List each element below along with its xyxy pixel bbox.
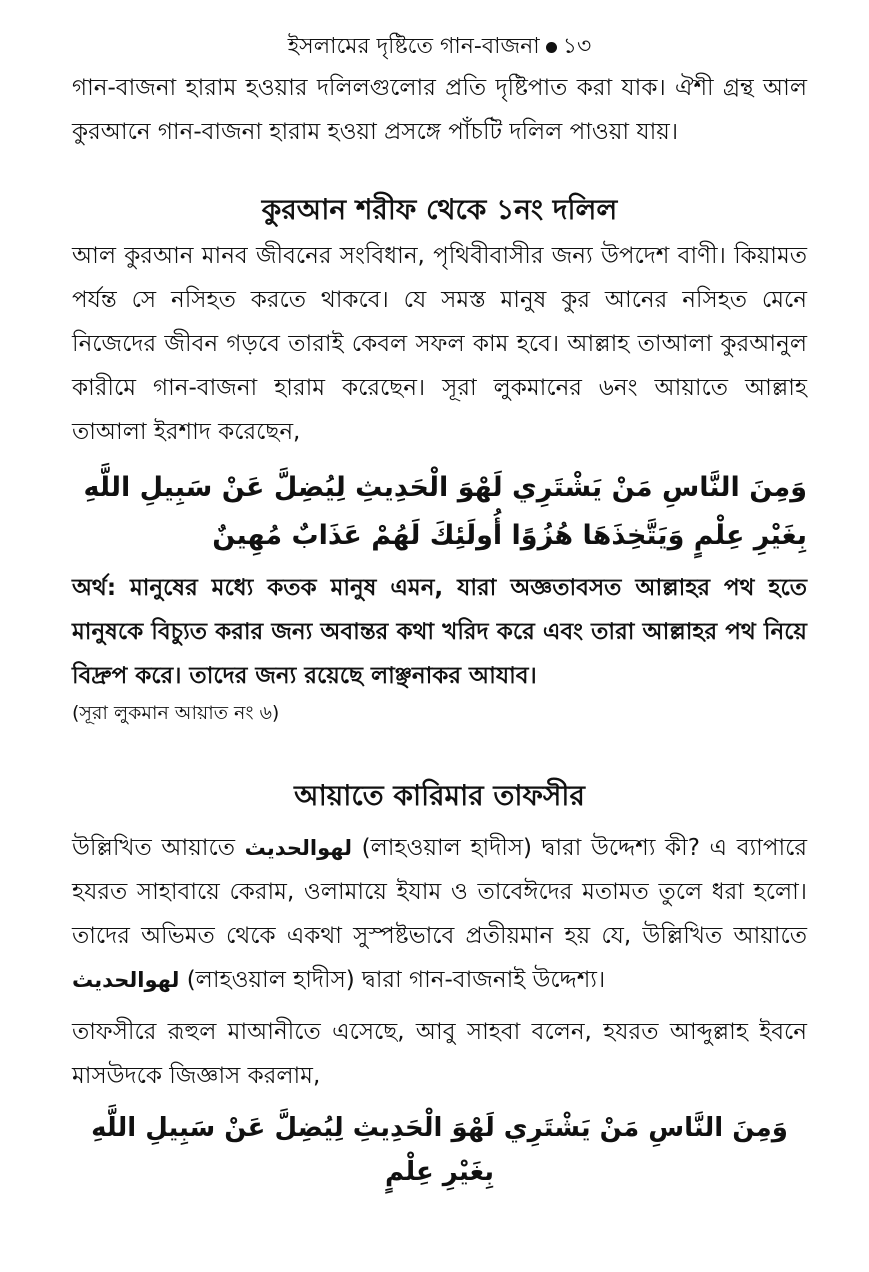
tafsir-paragraph-2: তাফসীরে রূহুল মাআনীতে এসেছে, আবু সাহবা বলেন, হযরত আব্দুল্লাহ ইবনে মাসউদকে জিজ্ঞাস করলাম, [72,1019,807,1089]
tafsir-paragraph-1 [72,826,807,1002]
tafsir-text-c: (লাহওয়াল হাদীস) দ্বারা গান-বাজনাই উদ্দেশ্য। [186,967,606,993]
intro-paragraph: গান-বাজনা হারাম হওয়ার দলিলগুলোর প্রতি দৃষ্টিপাত করা যাক। ঐশী গ্রন্থ আল কুরআনে গান-বাজনা হারাম হওয়া প্রসঙ্গে পাঁচটি দলিল পাওয়া যায়। [72,75,807,145]
book-page [72,30,807,1194]
book-title: ইসলামের দৃষ্টিতে গান-বাজনা [287,34,540,59]
arabic-term-lahwal-hadis-2: لهوالحديث [72,968,180,992]
tafsir-text-a: উল্লিখিত আয়াতে [72,835,235,861]
running-header [72,30,807,64]
section-1-heading: কুরআন শরীফ থেকে ১নং দলিল [261,193,618,226]
tafsir-text-b: (লাহওয়াল হাদীস) দ্বারা উদ্দেশ্য কী? এ ব্যাপারে হযরত সাহাবায়ে কেরাম, ওলামায়ে ইযাম ও তাবেঈদের মতামত তুলে ধরা হলো। তাদের অভিমত থেকে একথা সুস্পষ্টভাবে প্রতীয়মান হয় যে, উল্লিখিত আয়াতে [72,835,808,949]
bullet-dot-icon [546,42,557,53]
verse-translation: অর্থ: মানুষের মধ্যে কতক মানুষ এমন, যারা অজ্ঞতাবসত আল্লাহর পথ হতে মানুষকে বিচ্যুত করার জন্য অবান্তর কথা খরিদ করে এবং তারা আল্লাহর পথ নিয়ে বিদ্রুপ করে। তাদের জন্য রয়েছে লাঞ্ছনাকর আযাব। [72,575,807,689]
page-number: ১৩ [562,34,592,59]
arabic-term-lahwal-hadis: لهوالحديث [244,836,353,860]
section-1-body: আল কুরআন মানব জীবনের সংবিধান, পৃথিবীবাসীর জন্য উপদেশ বাণী। কিয়ামত পর্যন্ত সে নসিহত করতে থাকবে। যে সমস্ত মানুষ কুর আনের নসিহত মেনে নিজেদের জীবন গড়বে তারাই কেবল সফল কাম হবে। আল্লাহ তাআলা কুরআনুল কারীমে গান-বাজনা হারাম করেছেন। সূরা লুকমানের ৬নং আয়াতে আল্লাহ তাআলা ইরশাদ করেছেন, [72,243,807,445]
verse-reference: (সূরা লুকমান আয়াত নং ৬) [72,702,280,724]
arabic-verse: وَمِنَ النَّاسِ مَنْ يَشْتَرِي لَهْوَ الْحَدِيثِ لِيُضِلَّ عَنْ سَبِيلِ اللَّهِ بِغَيْرِ عِلْمٍ وَيَتَّخِذَهَا هُزُوًا أُولَئِكَ لَهُمْ عَذَابٌ مُهِينٌ [83,472,807,551]
section-2-heading: আয়াতে কারিমার তাফসীর [294,779,585,812]
arabic-verse-partial: وَمِنَ النَّاسِ مَنْ يَشْتَرِي لَهْوَ الْحَدِيثِ لِيُضِلَّ عَنْ سَبِيلِ اللَّهِ بِغَيْرِ عِلْمٍ [91,1113,788,1187]
